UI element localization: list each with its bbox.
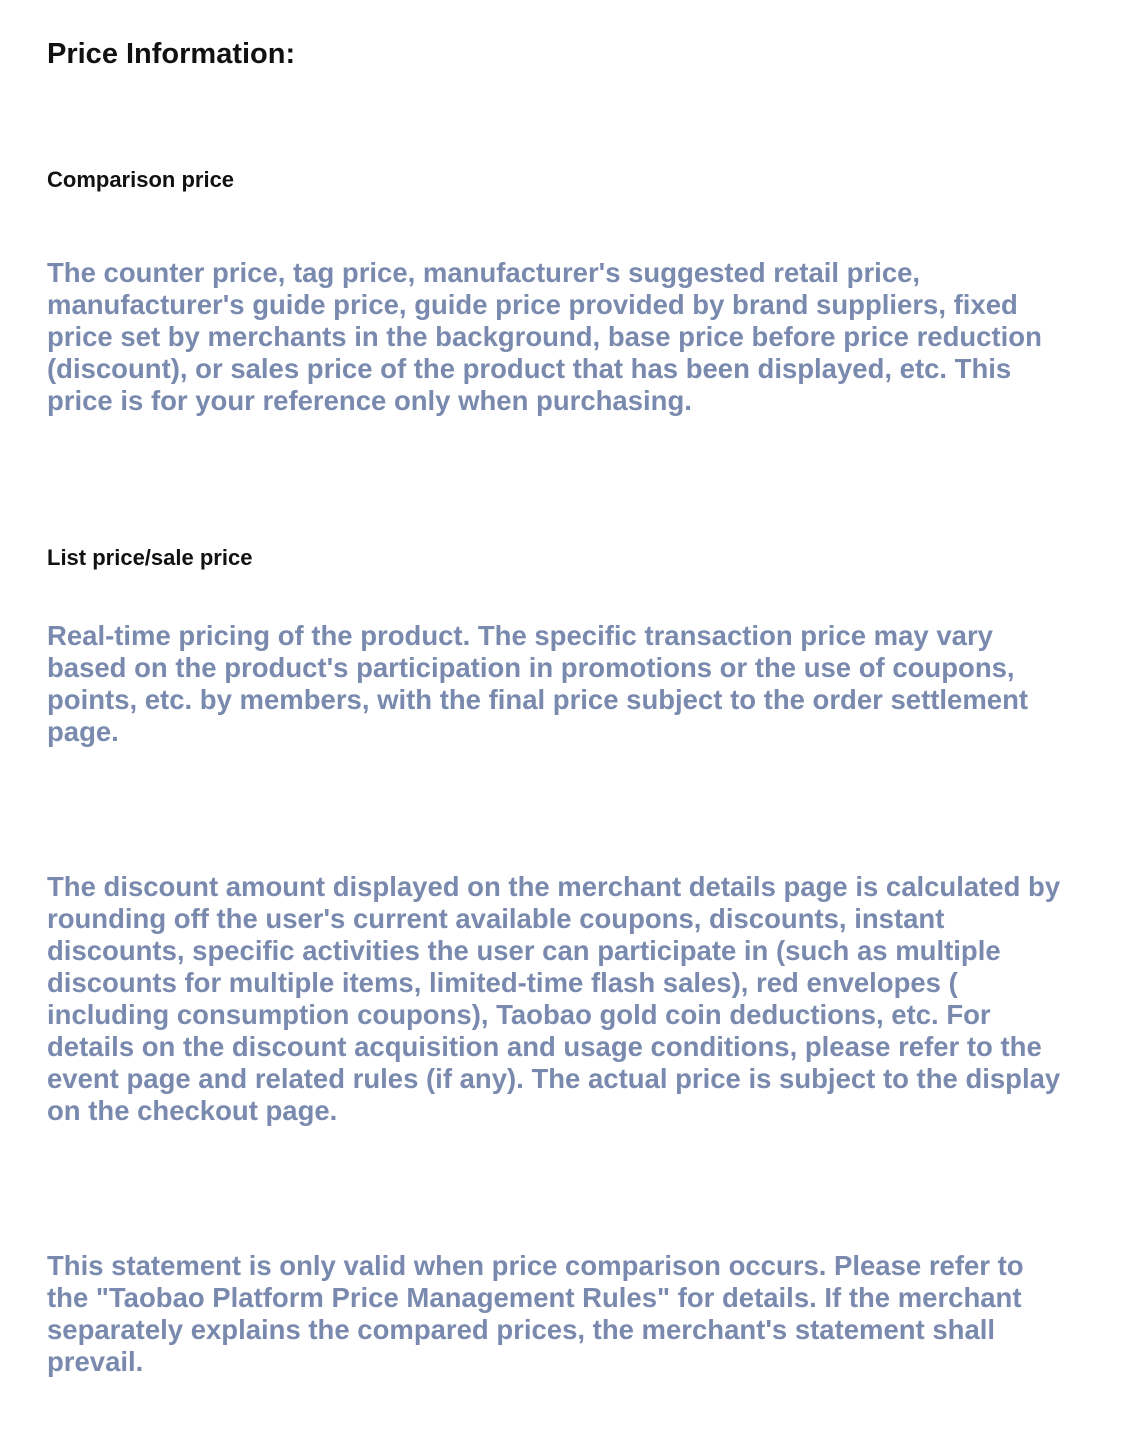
comparison-price-heading: Comparison price bbox=[47, 167, 235, 192]
list-price-heading: List price/sale price bbox=[47, 545, 253, 570]
comparison-price-description: The counter price, tag price, manufacturer's suggested retail price, manufacturer's guide price, guide price provided by brand suppliers, fixed price set by merchants in the background, base price before price reduction (discount), or sales price of the product that has been displayed, etc. This price is for your reference only when purchasing. bbox=[47, 257, 1042, 416]
discount-note: The discount amount displayed on the merchant details page is calculated by rounding off the user's current available coupons, discounts, instant discounts, specific activities the user can participate in (such as multiple discounts for multiple items, limited-time flash sales), red envelopes ( including consumption coupons), Taobao gold coin deductions, etc. For details on the discount acquisition and usage conditions, please refer to the event page and related rules (if any). The actual price is subject to the display on the checkout page. bbox=[47, 871, 1061, 1126]
price-statement: This statement is only valid when price comparison occurs. Please refer to the "Taobao Platform Price Management Rules" for details. If the merchant separately explains the compared prices, the merchant's statement shall prevail. bbox=[47, 1250, 1024, 1377]
list-price-description: Real-time pricing of the product. The specific transaction price may vary based on the product's participation in promotions or the use of coupons, points, etc. by members, with the final price subject to the order settlement page. bbox=[47, 620, 1029, 747]
page-title: Price Information: bbox=[47, 38, 296, 70]
